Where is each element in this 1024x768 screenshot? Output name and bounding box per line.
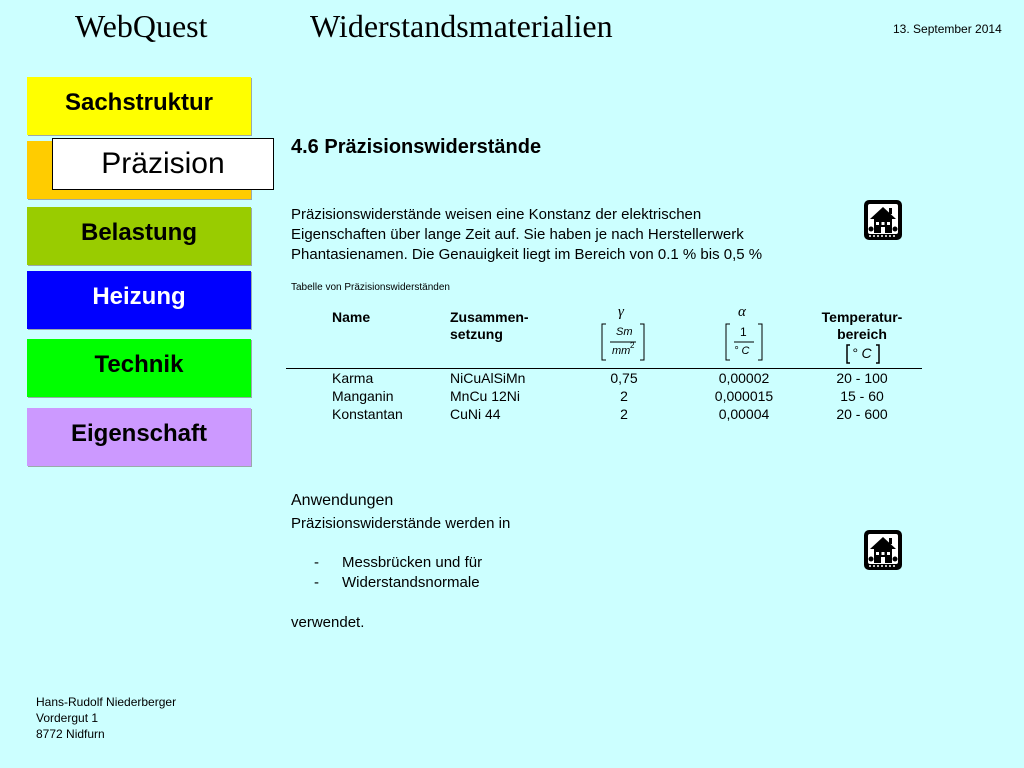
cell-temp: 20 - 100: [836, 370, 888, 386]
nav-label-heizung: Heizung: [92, 283, 186, 310]
nav-button-sachstruktur[interactable]: [27, 77, 251, 135]
intro-line: Eigenschaften über lange Zeit auf. Sie haben je nach Herstellerwerk: [291, 226, 744, 243]
footer-line: Vordergut 1: [36, 711, 99, 725]
list-item-text: Widerstandsnormale: [342, 574, 480, 591]
intro-line: Präzisionswiderstände weisen eine Konstanz der elektrischen: [291, 206, 702, 223]
cell-temp: 20 - 600: [836, 406, 888, 422]
cell-name: Konstantan: [332, 406, 403, 422]
col-header-alpha: α: [738, 304, 746, 320]
cell-name: Manganin: [332, 388, 394, 404]
cell-alpha: 0,000015: [714, 388, 774, 404]
nav-label-technik: Technik: [94, 351, 184, 378]
cell-alpha: 0,00004: [718, 406, 770, 422]
home-icon[interactable]: [863, 529, 903, 571]
col-header-temperatur-1: Temperatur-: [821, 309, 903, 325]
col-header-zusammensetzung-1: Zusammen-: [450, 309, 529, 325]
list-item: [314, 574, 480, 591]
nav-label-sachstruktur: Sachstruktur: [64, 89, 214, 116]
nav-active-praezision[interactable]: Präzision: [52, 138, 274, 190]
cell-composition: NiCuAlSiMn: [450, 370, 526, 386]
gamma-unit-denominator: mm: [612, 345, 631, 357]
nav-button-technik[interactable]: [27, 339, 251, 397]
header-webquest: WebQuest: [75, 8, 208, 44]
intro-line: Phantasienamen. Die Genauigkeit liegt im Bereich von 0.1 % bis 0,5 %: [291, 246, 763, 263]
footer-line: 8772 Nidfurn: [36, 727, 105, 741]
col-header-name: Name: [332, 309, 371, 325]
cell-gamma: 0,75: [610, 370, 638, 386]
applications-end: verwendet.: [291, 614, 365, 631]
applications-lead: Präzisionswiderstände werden in: [291, 515, 511, 532]
nav-button-belastung[interactable]: [27, 207, 251, 265]
section-title: 4.6 Präzisionswiderstände: [291, 136, 542, 158]
col-header-zusammensetzung-2: setzung: [450, 326, 503, 342]
cell-name: Karma: [332, 370, 374, 386]
gamma-unit-numerator: Sm: [616, 326, 633, 338]
footer-line: Hans-Rudolf Niederberger: [36, 695, 177, 709]
alpha-unit-denominator: ° C: [734, 345, 750, 357]
list-item: [314, 554, 482, 571]
home-icon[interactable]: [863, 199, 903, 241]
temp-unit: ° C: [852, 345, 872, 361]
bullet-dash: -: [314, 574, 319, 591]
gamma-unit-exponent: 2: [630, 341, 635, 350]
table-caption: Tabelle von Präzisionswiderständen: [291, 282, 450, 293]
page-title: Widerstandsmaterialien: [310, 8, 613, 44]
cell-composition: CuNi 44: [450, 406, 501, 422]
cell-composition: MnCu 12Ni: [450, 388, 521, 404]
footer-address: [36, 694, 176, 742]
cell-temp: 15 - 60: [840, 388, 884, 404]
nav-button-eigenschaft[interactable]: [27, 408, 251, 466]
cell-gamma: 2: [620, 406, 628, 422]
applications-heading: Anwendungen: [291, 492, 394, 509]
col-header-temperatur-2: bereich: [837, 326, 887, 342]
cell-gamma: 2: [620, 388, 628, 404]
alpha-unit-numerator: 1: [740, 325, 747, 339]
cell-alpha: 0,00002: [718, 370, 770, 386]
col-header-gamma: γ: [618, 304, 624, 320]
nav-button-heizung[interactable]: [27, 271, 251, 329]
bullet-dash: -: [314, 554, 319, 571]
nav-label-belastung: Belastung: [80, 219, 197, 246]
header-date: 13. September 2014: [893, 22, 1002, 36]
list-item-text: Messbrücken und für: [342, 554, 483, 571]
nav-label-eigenschaft: Eigenschaft: [70, 420, 208, 447]
intro-paragraph: [291, 205, 851, 265]
